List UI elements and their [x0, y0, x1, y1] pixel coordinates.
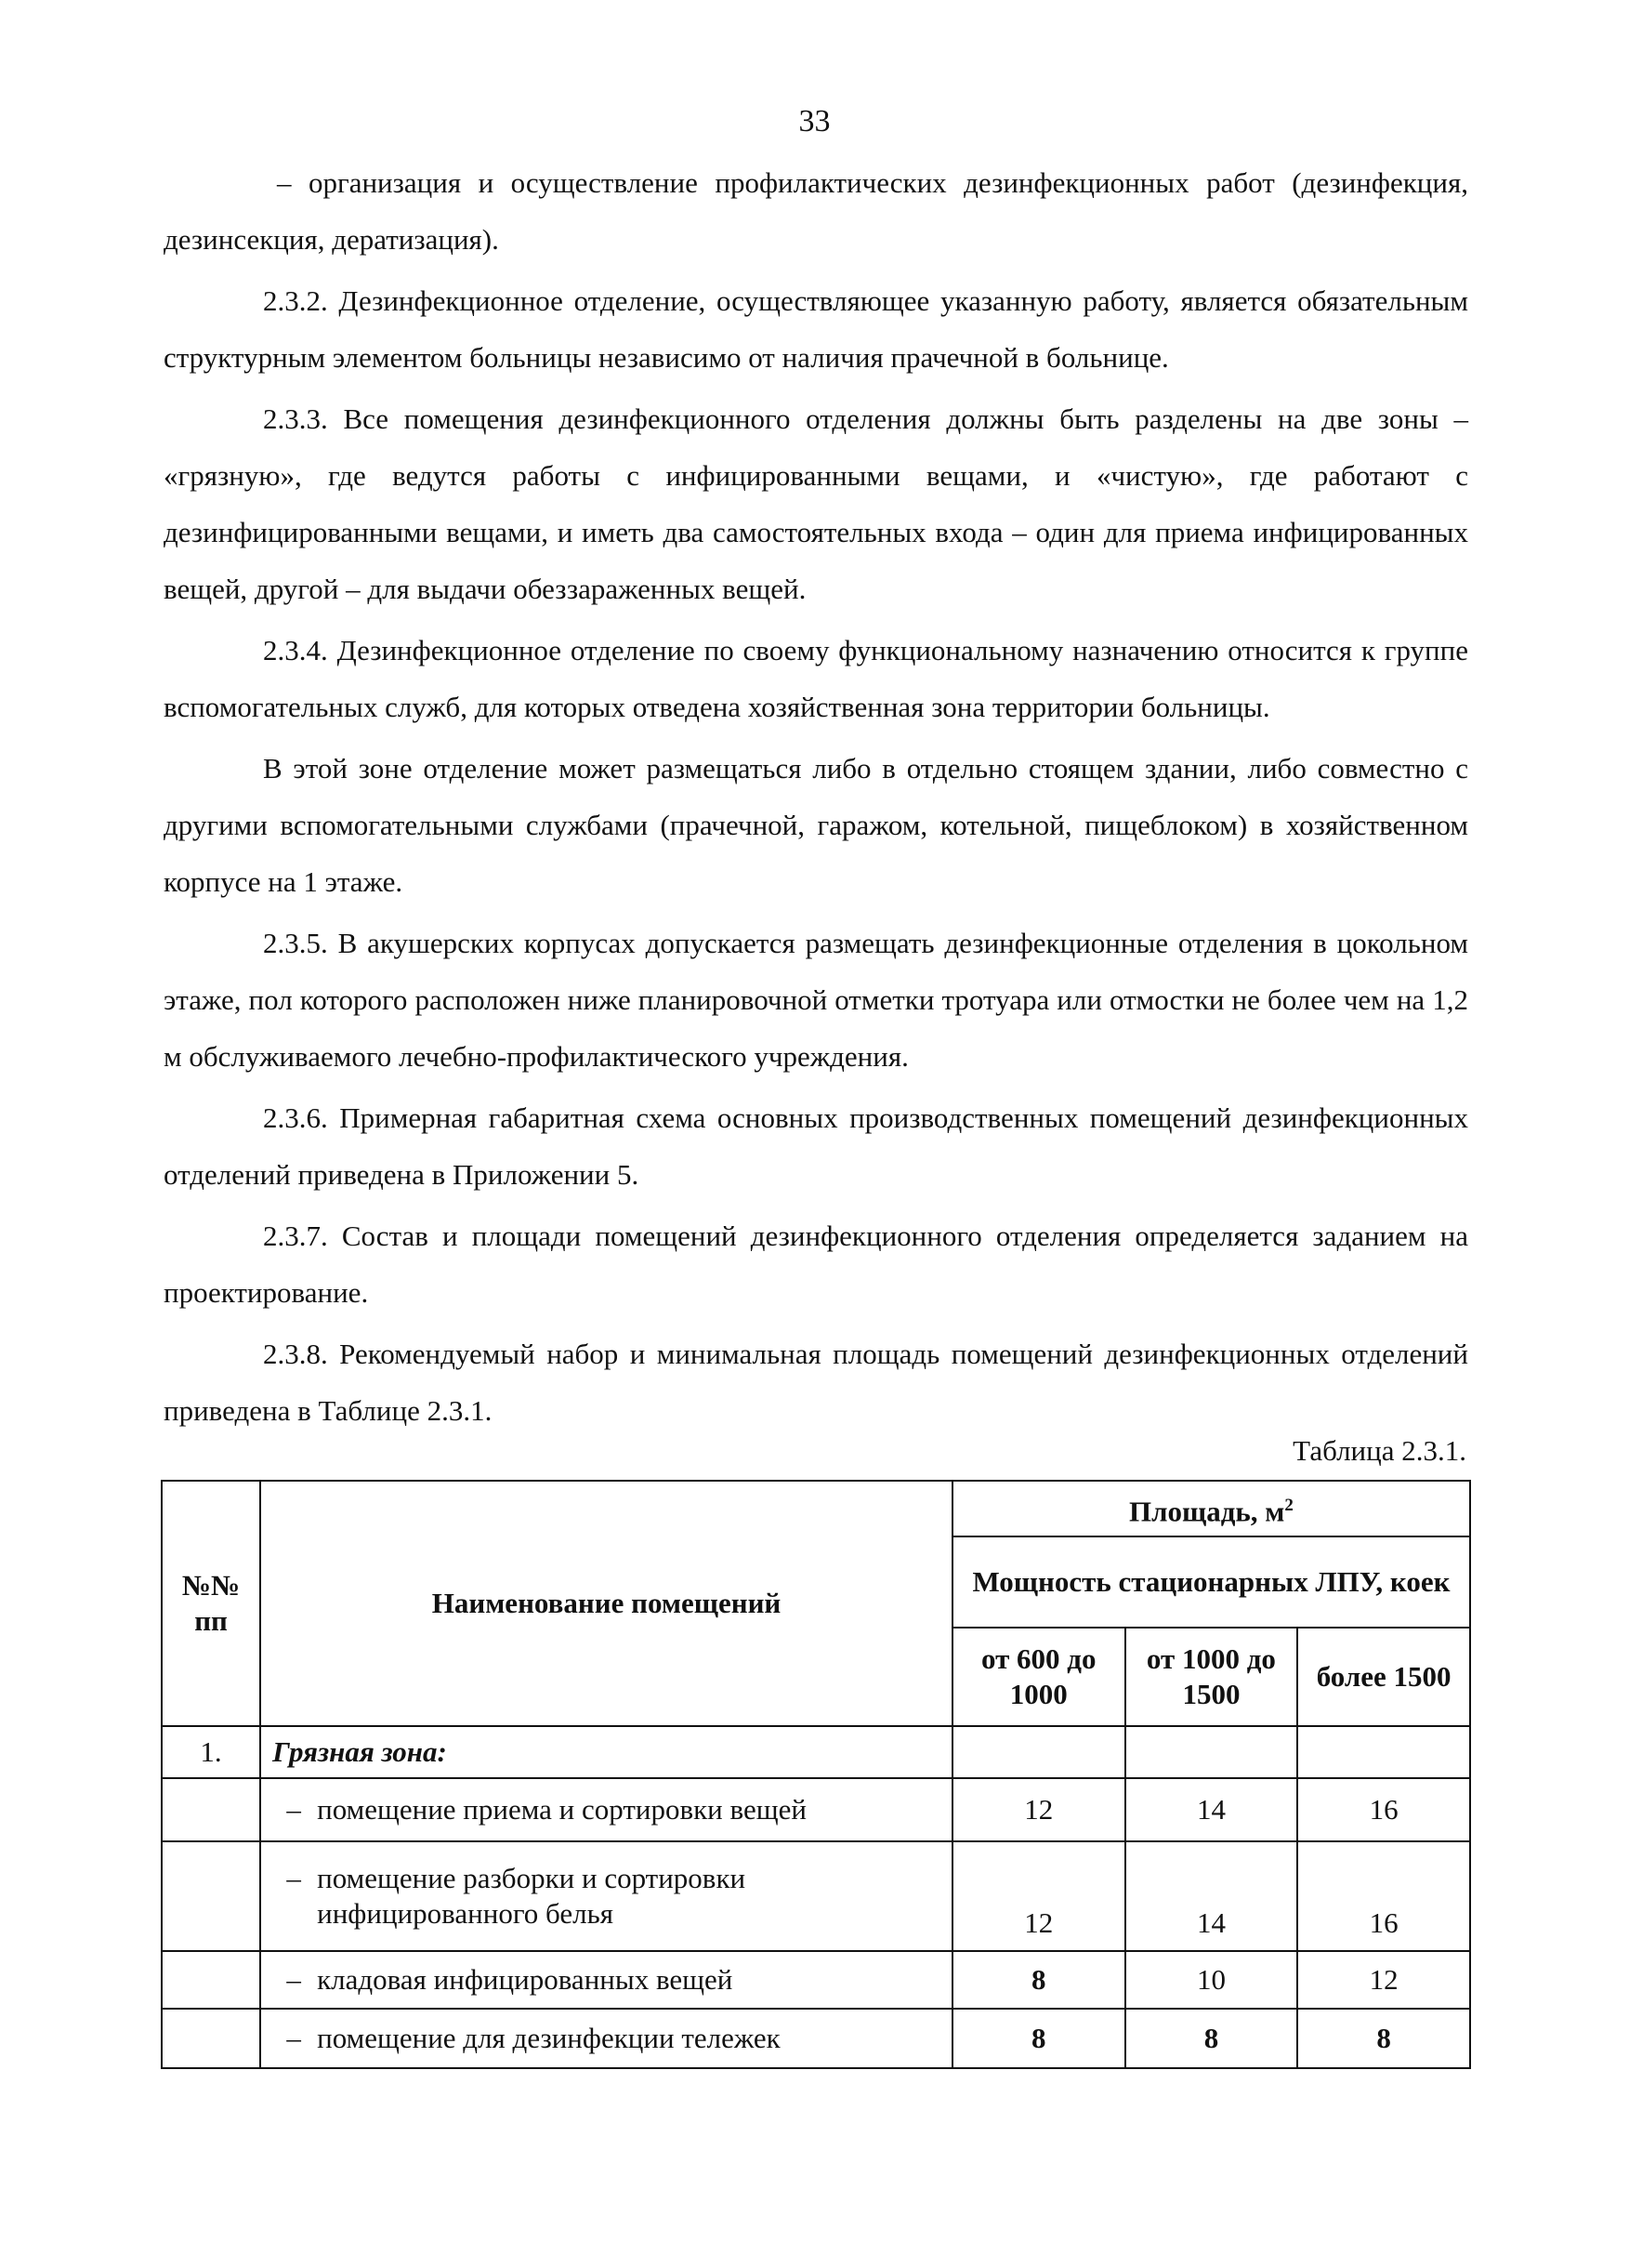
room-name-cell — [260, 1951, 952, 2009]
zone-number: 1. — [162, 1726, 260, 1778]
table-row — [162, 1778, 1470, 1841]
value-cell: 12 — [952, 1778, 1125, 1841]
room-name: помещение для дезинфекции тележек — [317, 2022, 781, 2054]
paragraph-2-3-5: 2.3.5. В акушерских корпусах допускается размещать дезинфекционные отделения в цокольном этаже, пол которого расположен ниже планировочной отметки тротуара или отмостки не более чем на 1,2 м обслуживаемого лечебно-профилактического учреждения. — [164, 927, 1468, 1073]
value-cell: 16 — [1297, 1841, 1470, 1951]
room-name: кладовая инфицированных вещей — [317, 1963, 733, 1996]
room-name-cell — [260, 1841, 952, 1951]
empty-cell — [162, 1841, 260, 1951]
zone-name: Грязная зона: — [260, 1726, 952, 1778]
value-cell: 16 — [1297, 1778, 1470, 1841]
empty-cell — [952, 1726, 1125, 1778]
value-cell: 14 — [1125, 1841, 1298, 1951]
paragraph-2-3-2: 2.3.2. Дезинфекционное отделение, осуществляющее указанную работу, является обязательным структурным элементом больницы независимо от наличия прачечной в больнице. — [164, 284, 1468, 374]
value-cell: 14 — [1125, 1778, 1298, 1841]
header-area-text: Площадь, м — [1129, 1495, 1285, 1528]
paragraph-2-3-7: 2.3.7. Состав и площади помещений дезинфекционного отделения определяется заданием на проектирование. — [164, 1220, 1468, 1309]
list-dash: – — [286, 1963, 301, 1996]
page-number: 33 — [798, 104, 831, 138]
table-row — [162, 1841, 1470, 1951]
header-col-600-1000: от 600 до 1000 — [952, 1628, 1125, 1726]
list-dash: – — [286, 1793, 301, 1826]
header-number-text: №№ пп — [181, 1569, 241, 1637]
table-row — [162, 2009, 1470, 2068]
header-capacity: Мощность стационарных ЛПУ, коек — [952, 1536, 1470, 1628]
value-cell: 12 — [1297, 1951, 1470, 2009]
list-dash: – — [286, 1862, 301, 1894]
paragraph-2-3-8: 2.3.8. Рекомендуемый набор и минимальная площадь помещений дезинфекционных отделений приведена в Таблице 2.3.1. — [164, 1338, 1468, 1427]
paragraph-zone-placement: В этой зоне отделение может размещаться либо в отдельно стоящем здании, либо совместно с другими вспомогательными службами (прачечной, гаражом, котельной, пищеблоком) в хозяйственном корпусе на 1 этаже. — [164, 752, 1468, 898]
empty-cell — [1297, 1726, 1470, 1778]
header-room-name-text: Наименование помещений — [431, 1587, 782, 1619]
value-cell: 8 — [1125, 2009, 1298, 2068]
header-area-unit-sup: 2 — [1284, 1495, 1294, 1515]
paragraph-2-3-3: 2.3.3. Все помещения дезинфекционного отделения должны быть разделены на две зоны – «грязную», где ведутся работы с инфицированными вещами, и «чистую», где работают с дезинфицированными вещами, и иметь два самостоятельных входа – один для приема инфицированных вещей, другой – для выдачи обеззараженных вещей. — [164, 402, 1468, 605]
body-text — [164, 154, 1468, 1444]
header-col-over-1500: более 1500 — [1297, 1628, 1470, 1726]
header-room-name — [260, 1481, 952, 1726]
room-name: помещение приема и сортировки вещей — [317, 1793, 807, 1826]
empty-cell — [1125, 1726, 1298, 1778]
value-cell: 8 — [1297, 2009, 1470, 2068]
table-caption: Таблица 2.3.1. — [1293, 1434, 1466, 1467]
header-col-1000-1500: от 1000 до 1500 — [1125, 1628, 1298, 1726]
header-area — [952, 1481, 1470, 1536]
room-name: помещение разборки и сортировки инфицированного белья — [317, 1862, 746, 1930]
table-row — [162, 1726, 1470, 1778]
list-dash: – — [286, 2022, 301, 2054]
room-name-cell — [260, 1778, 952, 1841]
paragraph-list-item: – организация и осуществление профилактических дезинфекционных работ (дезинфекция, дезинсекция, дератизация). — [164, 166, 1468, 256]
value-cell: 10 — [1125, 1951, 1298, 2009]
value-cell: 8 — [952, 2009, 1125, 2068]
empty-cell — [162, 2009, 260, 2068]
room-name-cell — [260, 2009, 952, 2068]
empty-cell — [162, 1951, 260, 2009]
empty-cell — [162, 1778, 260, 1841]
table-row — [162, 1951, 1470, 2009]
rooms-area-table — [161, 1480, 1471, 2069]
paragraph-2-3-6: 2.3.6. Примерная габаритная схема основных производственных помещений дезинфекционных отделений приведена в Приложении 5. — [164, 1101, 1468, 1191]
header-number — [162, 1481, 260, 1726]
value-cell: 8 — [952, 1951, 1125, 2009]
value-cell: 12 — [952, 1841, 1125, 1951]
paragraph-2-3-4: 2.3.4. Дезинфекционное отделение по своему функциональному назначению относится к группе вспомогательных служб, для которых отведена хозяйственная зона территории больницы. — [164, 634, 1468, 723]
